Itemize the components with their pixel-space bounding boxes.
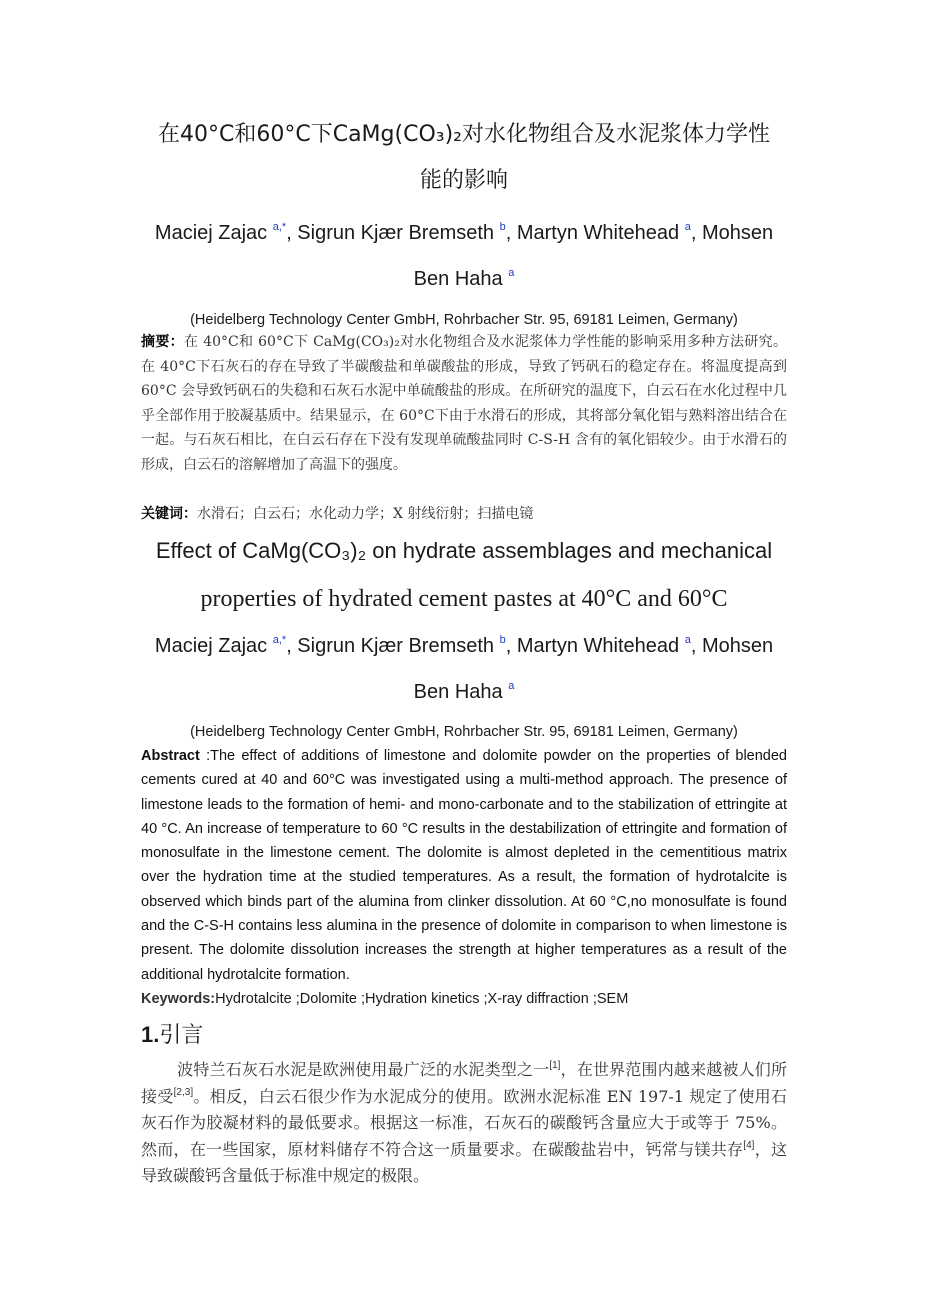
author-name: Ben Haha xyxy=(413,268,509,290)
authors-line-2 xyxy=(141,669,787,715)
paragraph-text: 波特兰石灰石水泥是欧洲使用最广泛的水泥类型之一 xyxy=(177,1060,550,1079)
authors-line-1 xyxy=(141,210,787,256)
english-abstract xyxy=(141,744,787,987)
english-title xyxy=(141,531,787,619)
citation-link[interactable]: [1] xyxy=(549,1060,561,1071)
chinese-title-line-1: 在40°C和60°C下CaMg(CO₃)₂对水化物组合及水泥浆体力学性 xyxy=(158,122,770,147)
english-authors xyxy=(141,623,787,715)
section-heading-introduction xyxy=(141,1020,787,1051)
author-affiliation-mark[interactable]: a xyxy=(684,634,691,646)
author-name: Ben Haha xyxy=(413,681,509,703)
section-number: 1. xyxy=(141,1022,160,1047)
author-affiliation-mark[interactable]: b xyxy=(499,221,506,233)
author-name: , Martyn Whitehead xyxy=(505,222,685,244)
abstract-label: 摘要： xyxy=(141,334,185,350)
section-title: 引言 xyxy=(159,1023,204,1048)
author-affiliation-mark[interactable]: a xyxy=(508,267,515,279)
author-name: , Sigrun Kjær Bremseth xyxy=(286,635,500,657)
author-name: Maciej Zajac xyxy=(154,222,273,244)
paragraph-text: ，在世界范围内越来越被人们所接受 xyxy=(141,1060,787,1106)
citation-link[interactable]: [4] xyxy=(743,1139,755,1151)
author-name: , Sigrun Kjær Bremseth xyxy=(286,222,500,244)
author-name: , Mohsen xyxy=(690,222,774,244)
author-affiliation-mark[interactable]: b xyxy=(499,634,506,646)
english-keywords xyxy=(141,987,787,1011)
author-name: , Mohsen xyxy=(690,635,774,657)
keywords-label: 关键词： xyxy=(141,506,197,522)
paragraph-text: ，这导致碳酸钙含量低于标准中规定的极限。 xyxy=(141,1139,787,1185)
citation-link[interactable]: [2,3] xyxy=(173,1086,194,1098)
keywords-label: Keywords: xyxy=(141,991,216,1007)
chinese-title xyxy=(141,112,787,204)
english-title-line-1: Effect of CaMg(CO₃)₂ on hydrate assemblages and mechanical xyxy=(155,538,773,563)
chinese-keywords xyxy=(141,502,787,527)
author-affiliation-mark[interactable]: a xyxy=(684,221,691,233)
authors-line-1 xyxy=(141,623,787,669)
abstract-text: 在 40°C和 60°C下 CaMg(CO₃)₂对水化物组合及水泥浆体力学性能的影响采用多种方法研究。在 40°C下石灰石的存在导致了半碳酸盐和单碳酸盐的形成，导致了钙矾石的稳定存在。将温度提高到 60°C 会导致钙矾石的失稳和石灰石水泥中单硫酸盐的形成。在所研究的温度下，白云石在水化过程中几乎全部作用于胶凝基质中。结果显示，在 60°C下由于水滑石的形成，其将部分氧化铝与熟料溶出结合在一起。与石灰石相比，在白云石存在下没有发现单硫酸盐同时 C-S-H 含有的氧化铝较少。由于水滑石的形成，白云石的溶解增加了高温下的强度。 xyxy=(141,334,787,473)
chinese-authors xyxy=(141,210,787,302)
keywords-text: 水滑石；白云石；水化动力学；X 射线衍射；扫描电镜 xyxy=(197,506,534,522)
authors-line-2 xyxy=(141,256,787,302)
paragraph-text: 。相反，白云石很少作为水泥成分的使用。欧洲水泥标准 EN 197-1 规定了使用石灰石作为胶凝材料的最低要求。根据这一标准，石灰石的碳酸钙含量应大于或等于 75%。然而，在一些国家，原材料储存不符合这一质量要求。在碳酸盐岩中，钙常与镁共存 xyxy=(141,1086,787,1159)
introduction-paragraph xyxy=(141,1057,787,1190)
english-affiliation: (Heidelberg Technology Center GmbH, Rohrbacher Str. 95, 69181 Leimen, Germany) xyxy=(190,724,738,740)
chinese-affiliation: (Heidelberg Technology Center GmbH, Rohrbacher Str. 95, 69181 Leimen, Germany) xyxy=(190,312,738,328)
author-name: , Martyn Whitehead xyxy=(505,635,685,657)
english-title-line-2: properties of hydrated cement pastes at 40°C and 60°C xyxy=(200,586,728,612)
author-name: Maciej Zajac xyxy=(154,635,273,657)
abstract-text: :The effect of additions of limestone and dolomite powder on the properties of blended cements cured at 40 and 60°C was investigated using a multi-method approach. The presence of limestone leads to the formation of hemi- and mono-carbonate and to the stabilization of ettringite at 40 °C. An increase of temperature to 60 °C results in the destabilization of ettringite and formation of monosulfate in the limestone cement. The dolomite is almost depleted in the cementitious matrix over the hydration time at the studied temperatures. As a result, the formation of hydrotalcite is observed which binds part of the alumina from clinker dissolution. At 60 °C,no monosulfate is found and the C-S-H contains less alumina in the presence of dolomite in comparison to when limestone is present. The dolomite dissolution increases the strength at higher temperatures as a result of the additional hydrotalcite formation. xyxy=(141,748,787,983)
abstract-label: Abstract xyxy=(141,748,200,764)
author-affiliation-mark[interactable]: a,* xyxy=(272,634,287,646)
chinese-title-line-2: 能的影响 xyxy=(419,168,508,193)
keywords-text: Hydrotalcite ;Dolomite ;Hydration kinetics ;X-ray diffraction ;SEM xyxy=(215,991,629,1007)
author-affiliation-mark[interactable]: a,* xyxy=(272,221,287,233)
author-affiliation-mark[interactable]: a xyxy=(508,680,515,692)
chinese-abstract xyxy=(141,330,787,477)
